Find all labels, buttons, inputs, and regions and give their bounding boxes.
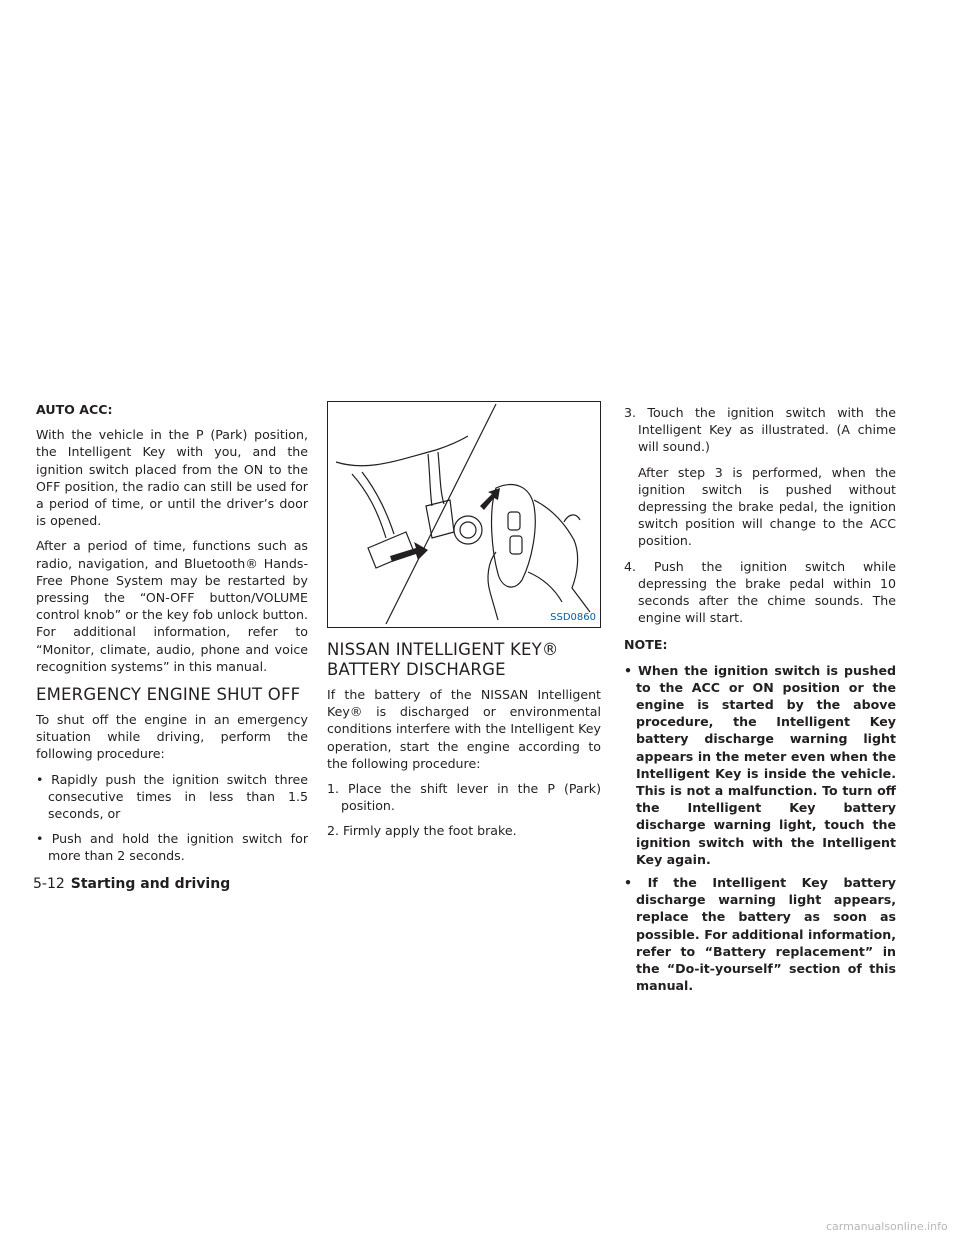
intelligent-key-heading — [327, 640, 601, 680]
page-number: 5-12 — [33, 876, 65, 892]
figure-label: SSD0860 — [550, 611, 596, 623]
auto-acc-paragraph-2: After a period of time, functions such as radio, navigation, and Bluetooth® Hands-Free Phone System may be restarted by pressing the “ON-OFF button/VOLUME control knob” or the key fob unlock button. For additional information, refer to “Monitor, climate, audio, phone and voice recognition systems” in this manual. — [36, 538, 308, 674]
auto-acc-subheading: AUTO ACC: — [36, 402, 113, 417]
heading-line-2: BATTERY DISCHARGE — [327, 660, 506, 679]
note-item: • When the ignition switch is pushed to the ACC or ON position or the engine is started by the above procedure, the Intelligent Key battery discharge warning light appears in the meter even when the Intelligent Key is inside the vehicle. This is not a malfunction. To turn off the Intelligent Key battery discharge warning light, touch the ignition switch with the Intelligent Key again. — [624, 662, 896, 867]
column-middle — [327, 401, 601, 848]
emergency-shutoff-heading: EMERGENCY ENGINE SHUT OFF — [36, 685, 301, 705]
heading-line-1: NISSAN INTELLIGENT KEY® — [327, 640, 559, 659]
list-item: 4. Push the ignition switch while depressing the brake pedal within 10 seconds after the chime sounds. The engine will start. — [624, 558, 896, 626]
list-item: 3. Touch the ignition switch with the Intelligent Key as illustrated. (A chime will sound.) — [624, 405, 896, 455]
emergency-shutoff-intro: To shut off the engine in an emergency situation while driving, perform the following procedure: — [36, 712, 308, 762]
list-item: 1. Place the shift lever in the P (Park) position. — [327, 781, 601, 814]
note-item: • If the Intelligent Key battery discharge warning light appears, replace the battery as soon as possible. For additional information, refer to “Battery replacement” in the “Do-it-yourself” section of this manual. — [624, 875, 896, 994]
list-item: • Push and hold the ignition switch for more than 2 seconds. — [36, 831, 308, 864]
auto-acc-paragraph-1: With the vehicle in the P (Park) position, the Intelligent Key with you, and the ignition switch placed from the ON to the OFF position, the radio can still be used for a period of time, or until the driver’s door is opened. — [36, 427, 308, 529]
column-right — [624, 404, 896, 1001]
key-touching-ignition-illustration — [328, 402, 600, 627]
watermark: carmanualsonline.info — [826, 1220, 948, 1233]
list-item: 2. Firmly apply the foot brake. — [327, 823, 517, 839]
ignition-key-illustration — [327, 401, 601, 628]
column-left — [36, 401, 308, 873]
section-title: Starting and driving — [70, 876, 231, 892]
page-footer — [33, 876, 230, 892]
battery-discharge-intro: If the battery of the NISSAN Intelligent Key® is discharged or environmental conditions interfere with the Intelligent Key operation, start the engine according to the following procedure: — [327, 687, 601, 771]
note-title: NOTE: — [624, 637, 668, 653]
list-item: • Rapidly push the ignition switch three consecutive times in less than 1.5 seconds, or — [36, 771, 308, 822]
step-3-followup: After step 3 is performed, when the ignition switch is pushed without depressing the brake pedal, the ignition switch position will change to the ACC position. — [638, 464, 896, 549]
